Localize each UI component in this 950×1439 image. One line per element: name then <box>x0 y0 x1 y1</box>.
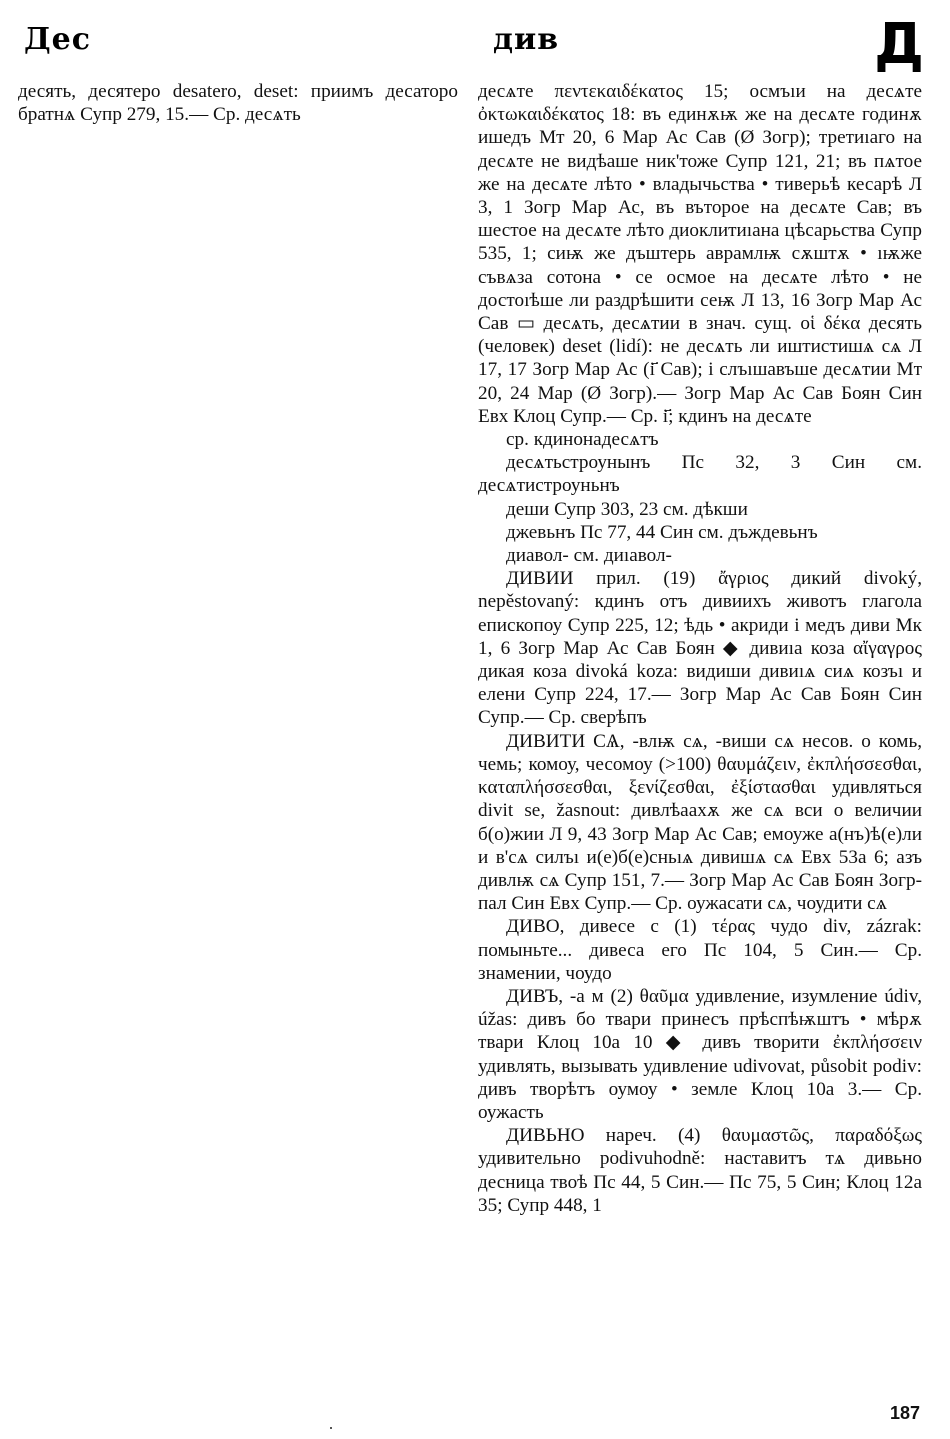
entry-text: ДИВЬНО нареч. (4) θαυμαστῶς, παραδόξως удивительно podivuhodně: наставитъ тѧ дивьно десница твоѣ Пс 44, 5 Син.— Пс 75, 5 Син; Клоц 12а 35; Супр 448, 1 <box>478 1125 922 1216</box>
entry-text: десять, десятеро desatero, deset: приимъ десаторо братнѧ Супр 279, 15.— Ср. десѧть <box>18 81 458 126</box>
entry-text: ДИВО, дивесе с (1) τέρας чудо div, zázrak: помыньте... дивеса его Пс 104, 5 Син.— Ср. знамении, чоудо <box>478 916 922 984</box>
page-number: 187 <box>889 1403 920 1423</box>
entry-text: ДИВИИ прил. (19) ἄγριος дикий divoký, nepěstovaný: кдинъ отъ дивиихъ животъ глагола епископоу Супр 225, 12; ѣдь • акриди і медъ диви Мк 1, 6 Зогр Мар Ас Сав Боян ◆ дивиıа коза αἴγαγρος дикая коза divoká koza: видиши дивиıѧ сиѧ козъı и елени Супр 224, 17.— Зогр Мар Ас Сав Боян Син Супр.— Ср. сверѣпъ <box>478 568 922 729</box>
section-letter: Д <box>874 12 924 77</box>
entry-text: джевьнъ Пс 77, 44 Син см. дъждевьнъ <box>506 521 818 543</box>
entry-text: ср. кдинонадесѧтъ <box>506 429 659 451</box>
left-column <box>18 80 458 126</box>
entry-text: диавол- см. диıавол- <box>506 545 672 567</box>
right-column <box>478 80 922 1217</box>
entry-text: десѧте πεντεκαιδέκατος 15; осмъıи на десѧте ὀκτωκαιδέκατος 18: въ единѫѭ же на десѧте годинѫ ишедъ Мт 20, 6 Мар Ас Сав (Ø Зогр); третиıаго на десѧте не видѣаше ник'тоже Супр 121, 21; въ пѧтое же на десѧте лѣто • владычьства • тиверьѣ кесарѣ Л 3, 1 Зогр Мар Ас, въ въторое на десѧте Сав; въ шестое на десѧте лѣто диоклитиıана цѣсарьства Супр 535, 1; сиѭ же дъштерь аврамлѭ сѫштѫ • ıѭже съвѧза сотона • се осмое на десѧте лѣто • не достоıѣше ли раздрѣшити сеѭ Л 13, 16 Зогр Мар Ас Сав ▭ десѧть, десѧтии в знач. сущ. οἱ δέκα десять (человек) deset (lidí): не десѧть ли иштистишѧ сѧ Л 17, 17 Зогр Мар Ас (і҃ Сав); і слъıшавъше десѧтии Мт 20, 24 Мар (Ø Зогр).— Зогр Мар Ас Сав Боян Син Евх Клоц Супр.— Ср. і҃; кдинъ на десѧте <box>478 81 922 427</box>
entry-text: ДИВИТИ СѦ, -влѭ сѧ, -виши сѧ несов. о комь, чемь; комоу, чесомоу (>100) θαυμάζειν, ἐκπλήσσεσθαι, καταπλήσσεσθαι, ξενίζεσθαι, ἐξίστασθαι удивляться divit se, žasnout: дивлѣаахѫ же сѧ вси о величии б(о)жии Л 9, 43 Зогр Мар Ас Сав; емоуже а(нъ)ѣ(е)ли и в'сѧ силъı и(е)б(е)сньıѧ дивишѧ сѧ Евх 53а 6; азъ дивлѭ сѧ Супр 151, 7.— Зогр Мар Ас Сав Боян Зогр-пал Син Евх Супр.— Ср. оужасати сѧ, чоудити сѧ <box>478 730 922 915</box>
entry-text: десѧтьстроунынъ Пс 32, 3 Син см. десѧтистроуньнъ <box>478 452 922 497</box>
entry-text: ДИВЪ, -а м (2) θαῦμα удивление, изумление údiv, úžas: дивъ бо твари принесъ прѣспѣѭштъ • мѣрѫ твари Клоц 10а 10 ◆ дивъ творити ἐκπλήσσειν удивлять, вызывать удивление udivovat, působit podiv: дивъ творѣтъ оумоу • земле Клоц 10а 3.— Ср. оужасть <box>478 985 922 1123</box>
running-head-left: Дес <box>24 22 92 57</box>
entry-text: деши Супр 303, 23 см. дѣкши <box>506 498 748 520</box>
running-head-middle: див <box>493 22 560 57</box>
print-speck <box>330 1427 332 1429</box>
